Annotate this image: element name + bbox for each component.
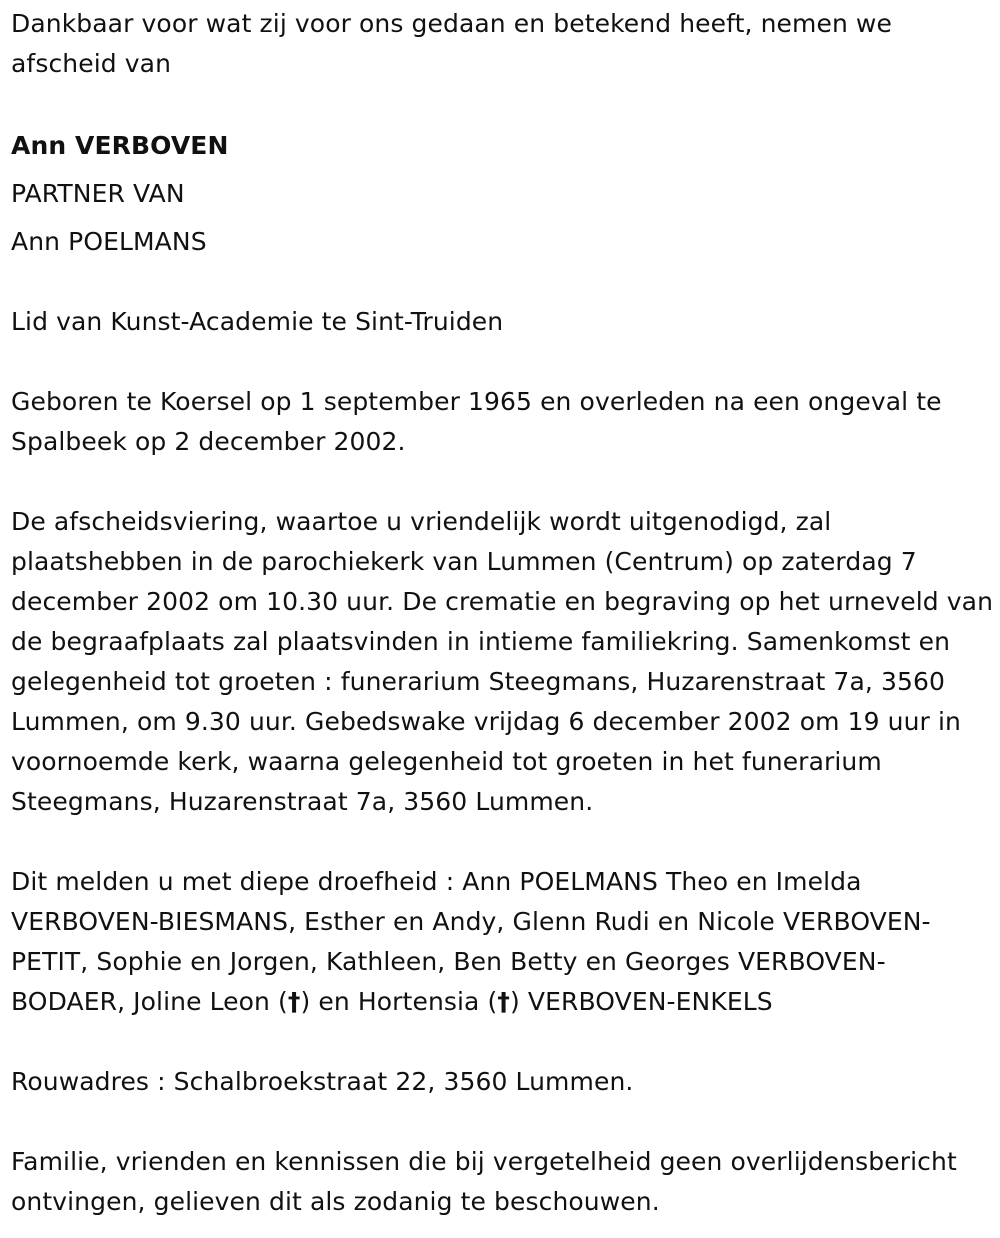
mourning-address: Rouwadres : Schalbroekstraat 22, 3560 Lummen. [11,1067,634,1096]
spacer [11,342,996,382]
death-notice [11,4,996,1222]
spacer [11,462,996,502]
cross-icon: † [287,987,301,1016]
partner-name: Ann POELMANS [11,227,207,256]
membership-text: Lid van Kunst-Academie te Sint-Truiden [11,307,504,336]
partner-label: PARTNER VAN [11,179,185,208]
closing-text: Familie, vrienden en kennissen die bij vergetelheid geen overlijdensbericht ontvingen, gelieven dit als zodanig te beschouwen. [11,1147,957,1216]
intro-text: Dankbaar voor wat zij voor ons gedaan en betekend heeft, nemen we afscheid van [11,9,892,78]
spacer [11,1102,996,1142]
ceremony-text: De afscheidsviering, waartoe u vriendelijk wordt uitgenodigd, zal plaatshebben in de parochiekerk van Lummen (Centrum) op zaterdag 7 december 2002 om 10.30 uur. De crematie en begraving op het urneveld van de begraafplaats zal plaatsvinden in intieme familiekring. Samenkomst en gelegenheid tot groeten : funerarium Steegmans, Huzarenstraat 7a, 3560 Lummen, om 9.30 uur. Gebedswake vrijdag 6 december 2002 om 19 uur in voornoemde kerk, waarna gelegenheid tot groeten in het funerarium Steegmans, Huzarenstraat 7a, 3560 Lummen. [11,507,994,816]
spacer [11,262,996,302]
family-text-part-2: ) en Hortensia ( [300,987,498,1016]
family-text-part-3: ) VERBOVEN-ENKELS [510,987,773,1016]
family-text-part-1: Dit melden u met diepe droefheid : Ann POELMANS Theo en Imelda VERBOVEN-BIESMANS, Esther en Andy, Glenn Rudi en Nicole VERBOVEN-PETIT, Sophie en Jorgen, Kathleen, Ben Betty en Georges VERBOVEN-BODAER, Joline Leon ( [11,867,931,1016]
cross-icon: † [497,987,510,1016]
birth-death-text: Geboren te Koersel op 1 september 1965 en overleden na een ongeval te Spalbeek op 2 december 2002. [11,387,942,456]
spacer [11,822,996,862]
spacer [11,1022,996,1062]
spacer [11,84,996,124]
deceased-name: Ann VERBOVEN [11,131,229,160]
family-announcement [11,862,996,1022]
